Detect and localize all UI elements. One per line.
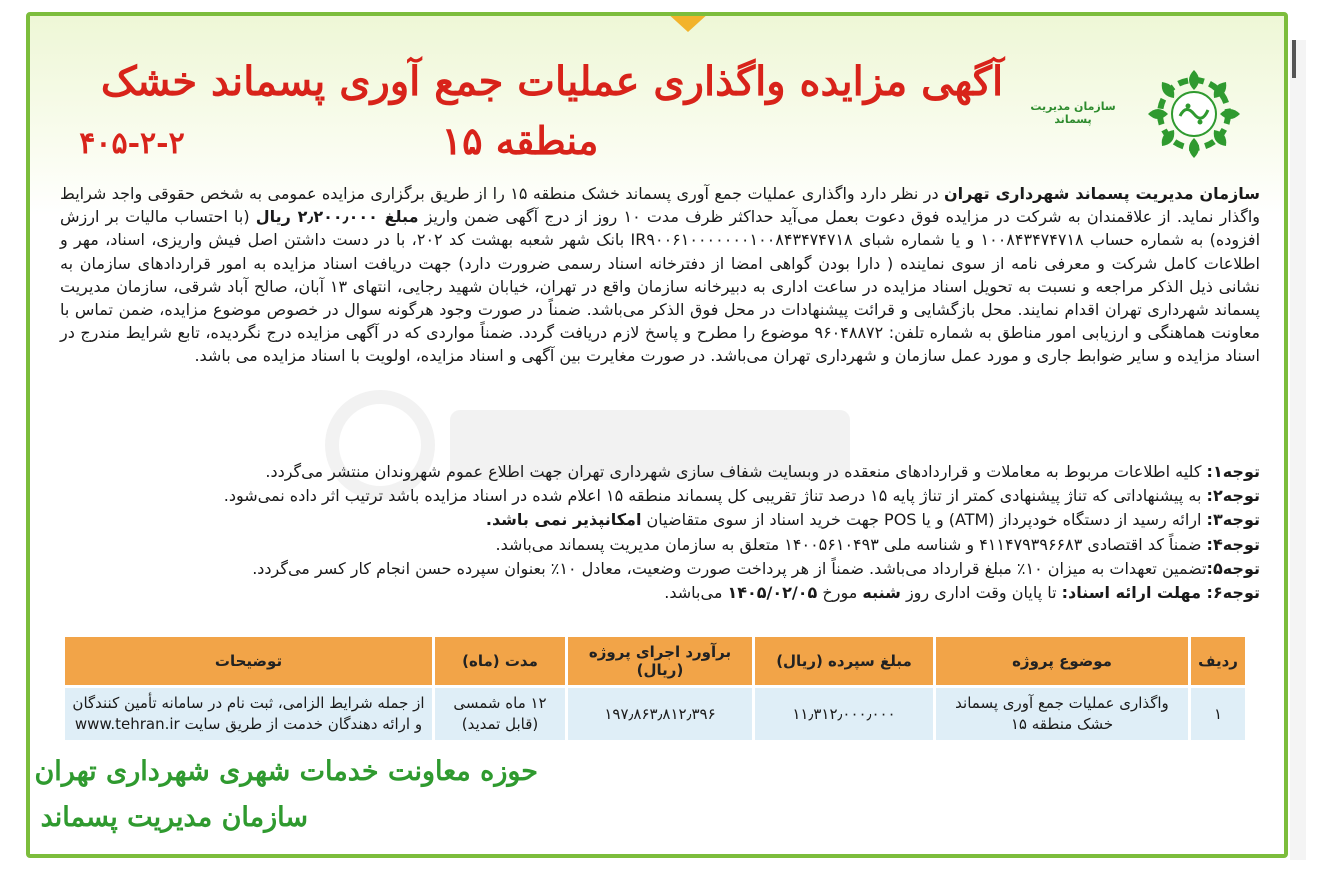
- footer-organization: سازمان مدیریت پسماند: [40, 802, 308, 833]
- tehran-municipality-logo-icon: [1140, 66, 1248, 162]
- header-deposit: مبلغ سپرده (ریال): [755, 637, 933, 685]
- cell-description: از جمله شرایط الزامی، ثبت نام در سامانه تأمین کنندگان و ارائه دهندگان خدمت از طریق سایت www.tehran.ir: [65, 688, 432, 740]
- project-table: [62, 634, 1248, 743]
- org-small-label: سازمان مدیریت پسماند: [1030, 100, 1116, 126]
- ad-title: آگهی مزایده واگذاری عملیات جمع آوری پسماند خشک: [100, 58, 1004, 105]
- org-name: سازمان مدیریت پسماند شهرداری تهران: [944, 184, 1260, 203]
- footer-department: حوزه معاونت خدمات شهری شهرداری تهران: [34, 756, 538, 787]
- note-5: توجه۵:تضمین تعهدات به میزان ۱۰٪ مبلغ قرارداد می‌باشد. ضمناً از هر پرداخت صورت وضعیت، معادل ۱۰٪ بعنوان سپرده حسن انجام کار کسر می‌گردد.: [252, 558, 1260, 578]
- note-1: توجه۱: کلیه اطلاعات مربوط به معاملات و قراردادهای منعقده در وبسایت شفاف سازی شهرداری تهران جهت اطلاع عموم شهروندان منتشر می‌گردد.: [265, 462, 1260, 481]
- body-part-2: (با احتساب مالیات بر ارزش افزوده) به شماره حساب ۱۰۰۸۴۳۴۷۴۷۱۸ و یا شماره شبای IR۹۰۰۶۱۰۰۰۰۰۰۰۱۰۰۸۴۳۴۷۴۷۱۸ بانک شهر شعبه بهشت کد ۲۰۲، با در دست داشتن اصل فیش واریزی، اسناد، مهر و اطلاعات کامل شرکت و معرفی نامه از سوی نماینده ( دارا بودن گواهی امضا از دفترخانه اسناد رسمی ضرورت دارد) جهت دریافت اسناد مزایده به امور قراردادهای سازمان به نشانی ذیل الذکر مراجعه و نسبت به تحویل اسناد مزایده در ساعت اداری به دبیرخانه سازمان واقع در تهران، خیابان شهید رجایی، انتهای ۱۳ آبان، صالح آباد شرقی، سازمان مدیریت پسماند شهرداری تهران اقدام نمایند. محل بازگشایی و قرائت پیشنهادات در محل فوق الذکر می‌باشد. ضمناً در صورت وجود هرگونه سوال در خصوص موضوع مزایده، ضمن تماس با معاونت هماهنگی و ارزیابی امور مناطق به شماره تلفن: ۹۶۰۴۸۸۷۲ موضوع را مطرح و پاسخ لازم دریافت گردد. ضمناً مواردی که در آگهی مزایده درج نگردیده، تابع شرایط مندرج در اسناد مزایده و سایر ضوابط جاری و مورد عمل سازمان و شهرداری تهران می‌باشد. در صورت مغایرت بین آگهی و اسناد مزایده، اولویت با اسناد مزایده می باشد.: [60, 207, 1261, 366]
- header-project-subject: موضوع پروژه: [936, 637, 1188, 685]
- header-description: توضیحات: [65, 637, 432, 685]
- announcement-body: [60, 182, 1260, 368]
- cell-project-subject: واگذاری عملیات جمع آوری پسماند خشک منطقه ۱۵: [936, 688, 1188, 740]
- cell-estimate: ۱۹۷٫۸۶۳٫۸۱۲٫۳۹۶: [568, 688, 752, 740]
- notes-list: [60, 460, 1260, 605]
- table-row: [65, 688, 1245, 740]
- cell-row-number: ۱: [1191, 688, 1245, 740]
- ad-code: ۴۰۵-۲-۲: [79, 126, 185, 161]
- ad-title-region: منطقه ۱۵: [441, 118, 599, 163]
- note-2: توجه۲: به پیشنهاداتی که تناژ پیشنهادی کمتر از تناژ پایه ۱۵ درصد تناژ تقریبی کل پسماند منطقه ۱۵ اعلام شده در اسناد مزایده باشد ترتیب اثر داده نمی‌شود.: [223, 486, 1260, 506]
- body-part-1: در نظر دارد واگذاری عملیات جمع آوری پسماند خشک منطقه ۱۵ را از طریق برگزاری مزایده عمومی به شخص حقوقی واجد شرایط واگذار نماید. از علاقمندان به شرکت در مزایده فوق دعوت بعمل می‌آید حداکثر ظرف مدت ۱۰ روز از درج آگهی ضمن واریز: [60, 184, 1261, 227]
- table-header-row: [65, 637, 1245, 685]
- note-3: توجه۳: ارائه رسید از دستگاه خودپرداز (ATM) و یا POS جهت خرید اسناد از سوی متقاضیان امکانپذیر نمی باشد.: [485, 510, 1260, 530]
- cell-deposit: ۱۱٫۳۱۲٫۰۰۰٫۰۰۰: [755, 688, 933, 740]
- cell-duration: ۱۲ ماه شمسی (قابل تمدید): [435, 688, 565, 740]
- note-4: توجه۴: ضمناً کد اقتصادی ۴۱۱۴۷۹۳۹۶۶۸۳ و شناسه ملی ۱۴۰۰۵۶۱۰۴۹۳ متعلق به سازمان مدیریت پسماند می‌باشد.: [495, 534, 1260, 554]
- page-edge-strip: [1290, 40, 1306, 860]
- deposit-amount: مبلغ ۲٫۲۰۰٫۰۰۰ ریال: [255, 207, 419, 227]
- header-row-number: ردیف: [1191, 637, 1245, 685]
- header-estimate: برآورد اجرای پروژه (ریال): [568, 637, 752, 685]
- header-duration: مدت (ماه): [435, 637, 565, 685]
- top-notch-marker: [666, 12, 710, 32]
- note-6: توجه۶: مهلت ارائه اسناد: تا پایان وقت اداری روز شنبه مورخ ۱۴۰۵/۰۲/۰۵ می‌باشد.: [664, 583, 1260, 603]
